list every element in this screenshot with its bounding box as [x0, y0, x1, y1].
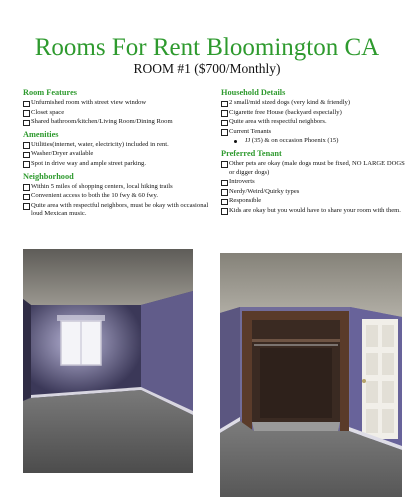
checkbox-icon: [23, 152, 30, 159]
list-item: Spot in drive way and ample street parking.: [23, 160, 209, 169]
checkbox-icon: [221, 208, 228, 215]
room-photo-window: [23, 249, 193, 473]
list-item: Other pets are okay (male dogs must be fixed, NO LARGE DOGS or digger dogs): [221, 160, 407, 177]
room-photo-closet: [220, 253, 402, 497]
list-item: Introverts: [221, 178, 407, 187]
checkbox-icon: [23, 110, 30, 117]
list-item: Nerdy/Weird/Quirky types: [221, 188, 407, 197]
checkbox-icon: [221, 101, 228, 108]
page-title: Rooms For Rent Bloomington CA: [34, 34, 380, 61]
room-features-heading: Room Features: [23, 88, 77, 97]
household-details-heading: Household Details: [221, 88, 286, 97]
list-item: Unfurnished room with street view window: [23, 99, 209, 108]
tenant-item: JJ (35) & on occasion Phoenix (15): [221, 137, 407, 146]
checkbox-icon: [221, 110, 228, 117]
list-item: Utilities(internet, water, electricity) included in rent.: [23, 141, 209, 150]
checkbox-icon: [221, 129, 228, 136]
list-item: Washer/Dryer available: [23, 150, 209, 159]
checkbox-icon: [23, 161, 30, 168]
checkbox-icon: [23, 120, 30, 127]
checkbox-icon: [23, 142, 30, 149]
list-item: Kids are okay but you would have to share your room with them.: [221, 207, 407, 216]
list-item: Convenient access to both the 10 fwy & 60 fwy.: [23, 192, 209, 201]
right-column: [221, 88, 407, 217]
checkbox-icon: [23, 184, 30, 191]
amenities-heading: Amenities: [23, 129, 59, 139]
neighborhood-heading: Neighborhood: [23, 171, 74, 181]
checkbox-icon: [221, 180, 228, 187]
page-subtitle: ROOM #1 ($700/Monthly): [133, 61, 281, 76]
list-item: 2 small/mid sized dogs (very kind & friendly): [221, 99, 407, 108]
list-item: Quite area with respectful neighbors.: [221, 118, 407, 127]
checkbox-icon: [221, 189, 228, 196]
list-item: Quite area with respectful neighbors, must be okay with occasional loud Mexican music.: [23, 202, 209, 219]
checkbox-icon: [221, 199, 228, 206]
preferred-tenant-heading: Preferred Tenant: [221, 148, 282, 158]
list-item: Responsible: [221, 197, 407, 206]
checkbox-icon: [221, 161, 228, 168]
list-item: Closet space: [23, 109, 209, 118]
bullet-icon: [234, 140, 237, 143]
list-item: Shared bathroom/kitchen/Living Room/Dining Room: [23, 118, 209, 127]
list-item: Within 5 miles of shopping centers, local hiking trails: [23, 183, 209, 192]
list-item: Current Tenants: [221, 128, 407, 137]
list-item: Cigarette free House (backyard especially): [221, 109, 407, 118]
left-column: [23, 88, 209, 220]
checkbox-icon: [23, 194, 30, 201]
checkbox-icon: [23, 101, 30, 108]
checkbox-icon: [221, 120, 228, 127]
checkbox-icon: [23, 203, 30, 210]
